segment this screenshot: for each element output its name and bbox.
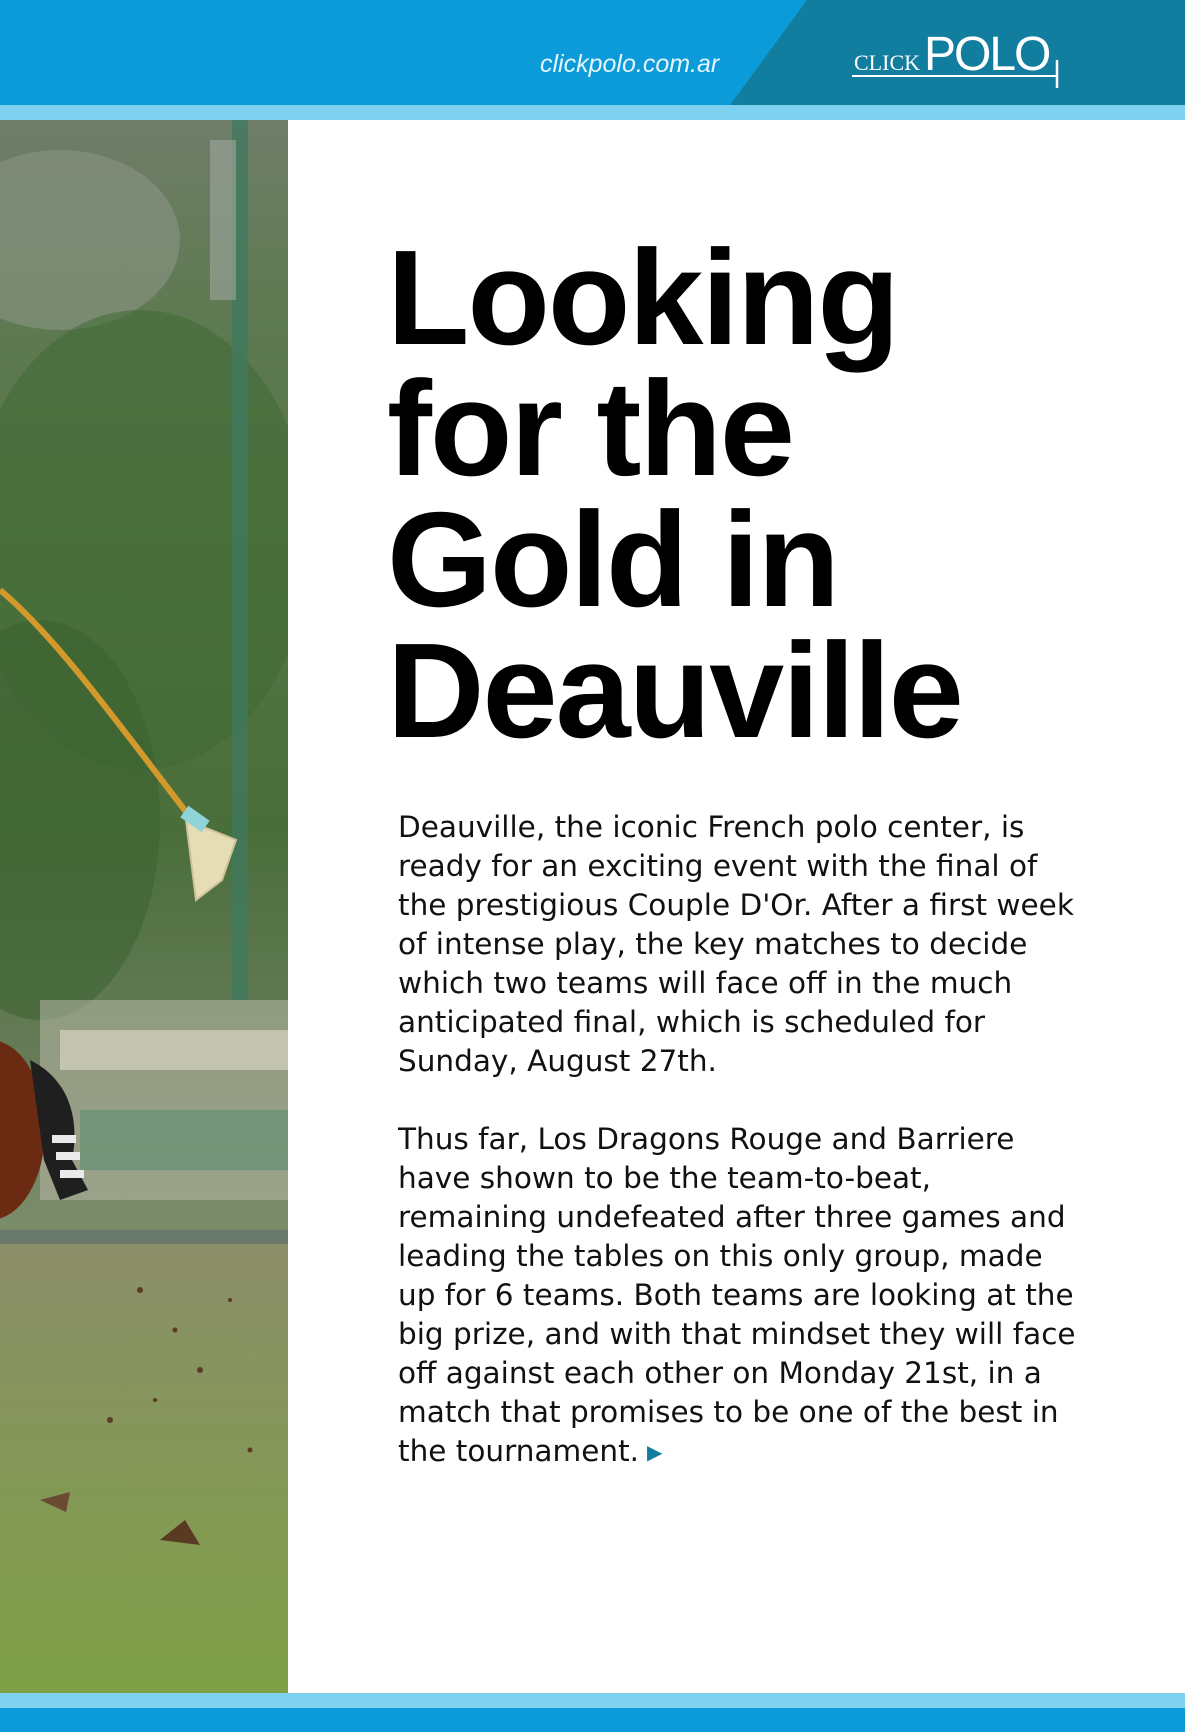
- play-triangle-icon: ▶: [647, 1440, 663, 1464]
- header-accent-strip: [0, 105, 1185, 120]
- article-title: [387, 222, 1147, 766]
- page-footer: [0, 1708, 1185, 1732]
- polo-player-photo: [0, 120, 288, 1693]
- paragraph-text: Thus far, Los Dragons Rouge and Barriere have shown to be the team-to-beat, remaining undefeated after three games and leading the tables on this only group, made up for 6 teams. Both teams are looking at the big prize, and with that mindset they will face off against each other on Monday 21st, in a match that promises to be one of the best in the tournament.: [398, 1122, 1076, 1468]
- site-url[interactable]: clickpolo.com.ar: [540, 50, 720, 78]
- photo-illustration: [0, 120, 288, 1693]
- footer-accent-strip: [0, 1693, 1185, 1708]
- logo-large-text: POLO: [924, 28, 1050, 81]
- title-line: for the: [387, 353, 793, 504]
- article-paragraph: [398, 1120, 1078, 1472]
- title-line: Looking: [387, 222, 898, 373]
- article-paragraph: [398, 808, 1078, 1081]
- logo-small-text: CLICK: [854, 50, 920, 75]
- paragraph-text: Deauville, the iconic French polo center, is ready for an exciting event with the final of the prestigious Couple D'Or. After a first week of intense play, the key matches to decide which two teams will face off in the much anticipated final, which is scheduled for Sunday, August 27th.: [398, 810, 1074, 1078]
- title-line: Gold in: [387, 484, 838, 635]
- article-body: [398, 808, 1078, 1511]
- title-line: Deauville: [387, 615, 962, 766]
- clickpolo-logo[interactable]: [852, 24, 1064, 90]
- page-header: [0, 0, 1185, 105]
